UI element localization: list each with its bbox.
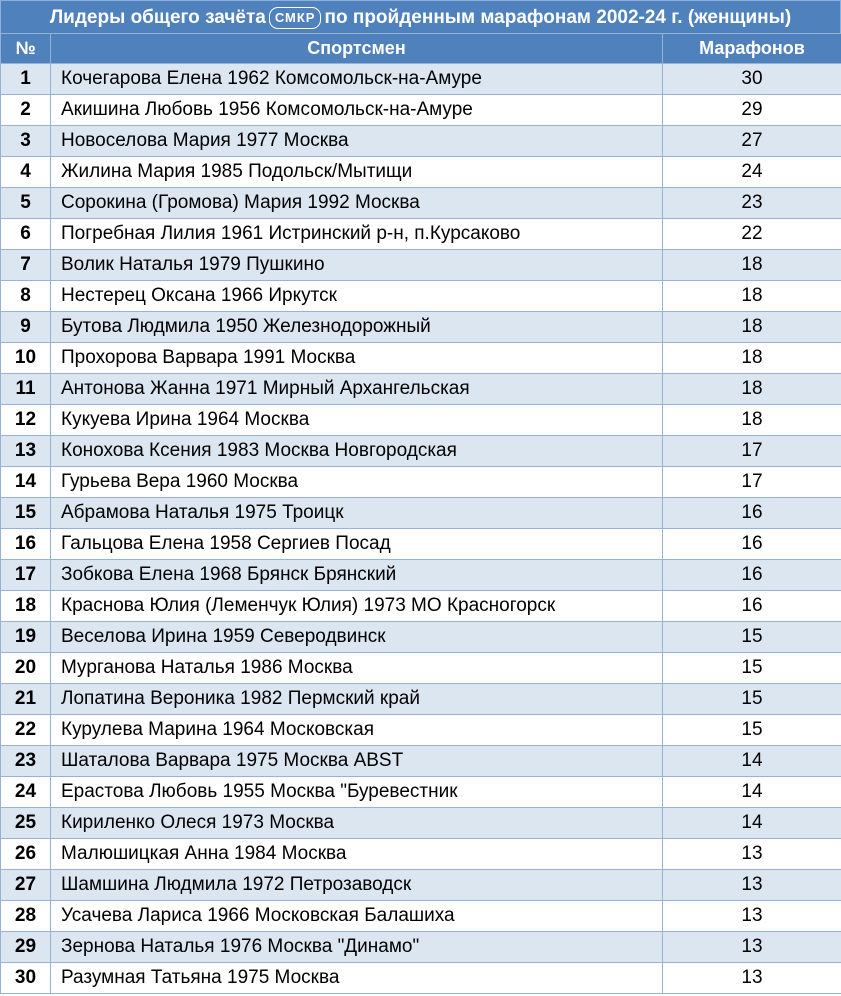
table-row [1,684,841,715]
table-row [1,281,841,312]
header-athlete: Спортсмен [51,34,663,64]
row-athlete: Конохова Ксения 1983 Москва Новгородская [51,436,663,467]
row-rank: 15 [1,498,51,529]
table-row [1,932,841,963]
row-rank: 16 [1,529,51,560]
table-row [1,963,841,994]
table-row [1,808,841,839]
row-marathons: 13 [663,839,841,870]
row-marathons: 14 [663,746,841,777]
row-athlete: Нестерец Оксана 1966 Иркутск [51,281,663,312]
table-row [1,436,841,467]
table-row [1,95,841,126]
row-athlete: Сорокина (Громова) Мария 1992 Москва [51,188,663,219]
row-athlete: Кукуева Ирина 1964 Москва [51,405,663,436]
row-marathons: 16 [663,498,841,529]
row-athlete: Кириленко Олеся 1973 Москва [51,808,663,839]
row-rank: 5 [1,188,51,219]
row-rank: 23 [1,746,51,777]
row-athlete: Антонова Жанна 1971 Мирный Архангельская [51,374,663,405]
row-marathons: 16 [663,560,841,591]
row-rank: 13 [1,436,51,467]
leaderboard-table [0,33,841,994]
row-athlete: Шаталова Варвара 1975 Москва ABST [51,746,663,777]
row-rank: 7 [1,250,51,281]
row-marathons: 15 [663,653,841,684]
row-marathons: 22 [663,219,841,250]
row-marathons: 30 [663,64,841,95]
row-marathons: 13 [663,901,841,932]
row-marathons: 15 [663,715,841,746]
row-rank: 25 [1,808,51,839]
table-row [1,777,841,808]
row-athlete: Лопатина Вероника 1982 Пермский край [51,684,663,715]
row-rank: 22 [1,715,51,746]
row-athlete: Усачева Лариса 1966 Московская Балашиха [51,901,663,932]
table-body [1,64,841,994]
row-marathons: 17 [663,467,841,498]
header-row [1,34,841,64]
row-athlete: Абрамова Наталья 1975 Троицк [51,498,663,529]
table-row [1,591,841,622]
title-suffix: по пройденным марафонам 2002-24 г. (женщины) [324,6,792,28]
table-row [1,901,841,932]
row-marathons: 18 [663,405,841,436]
row-marathons: 23 [663,188,841,219]
row-athlete: Веселова Ирина 1959 Северодвинск [51,622,663,653]
row-athlete: Кочегарова Елена 1962 Комсомольск-на-Амуре [51,64,663,95]
row-rank: 8 [1,281,51,312]
row-rank: 10 [1,343,51,374]
row-athlete: Краснова Юлия (Леменчук Юлия) 1973 МО Красногорск [51,591,663,622]
table-row [1,343,841,374]
row-athlete: Малюшицкая Анна 1984 Москва [51,839,663,870]
row-athlete: Волик Наталья 1979 Пушкино [51,250,663,281]
row-rank: 4 [1,157,51,188]
row-marathons: 18 [663,343,841,374]
table-row [1,467,841,498]
row-athlete: Бутова Людмила 1950 Железнодорожный [51,312,663,343]
row-rank: 17 [1,560,51,591]
table-row [1,560,841,591]
row-marathons: 16 [663,591,841,622]
row-rank: 18 [1,591,51,622]
table-row [1,126,841,157]
row-rank: 27 [1,870,51,901]
row-rank: 1 [1,64,51,95]
row-rank: 2 [1,95,51,126]
table-row [1,312,841,343]
row-athlete: Гальцова Елена 1958 Сергиев Посад [51,529,663,560]
row-athlete: Разумная Татьяна 1975 Москва [51,963,663,994]
row-athlete: Жилина Мария 1985 Подольск/Мытищи [51,157,663,188]
row-rank: 14 [1,467,51,498]
row-athlete: Новоселова Мария 1977 Москва [51,126,663,157]
row-marathons: 13 [663,870,841,901]
table-row [1,839,841,870]
row-athlete: Акишина Любовь 1956 Комсомольск-на-Амуре [51,95,663,126]
title-prefix: Лидеры общего зачёта [49,6,266,28]
row-marathons: 13 [663,932,841,963]
row-rank: 3 [1,126,51,157]
row-marathons: 13 [663,963,841,994]
table-row [1,157,841,188]
row-rank: 20 [1,653,51,684]
row-marathons: 29 [663,95,841,126]
table-row [1,622,841,653]
row-marathons: 16 [663,529,841,560]
row-athlete: Погребная Лилия 1961 Истринский р-н, п.Курсаково [51,219,663,250]
row-marathons: 17 [663,436,841,467]
row-marathons: 15 [663,684,841,715]
row-marathons: 14 [663,808,841,839]
table-row [1,498,841,529]
row-athlete: Мурганова Наталья 1986 Москва [51,653,663,684]
table-row [1,529,841,560]
table-row [1,653,841,684]
table-row [1,64,841,95]
header-marathons: Марафонов [663,34,841,64]
row-athlete: Шамшина Людмила 1972 Петрозаводск [51,870,663,901]
row-marathons: 15 [663,622,841,653]
table-row [1,219,841,250]
row-athlete: Курулева Марина 1964 Московская [51,715,663,746]
row-rank: 19 [1,622,51,653]
row-athlete: Ерастова Любовь 1955 Москва "Буревестник [51,777,663,808]
row-athlete: Гурьева Вера 1960 Москва [51,467,663,498]
row-marathons: 24 [663,157,841,188]
row-rank: 11 [1,374,51,405]
row-rank: 9 [1,312,51,343]
table-row [1,188,841,219]
row-rank: 30 [1,963,51,994]
table-row [1,374,841,405]
table-row [1,715,841,746]
header-num: № [1,34,51,64]
row-rank: 29 [1,932,51,963]
row-marathons: 14 [663,777,841,808]
row-rank: 12 [1,405,51,436]
smkr-logo: СМКР [269,7,322,29]
row-marathons: 18 [663,374,841,405]
table-row [1,746,841,777]
table-row [1,405,841,436]
row-rank: 26 [1,839,51,870]
table-row [1,870,841,901]
row-marathons: 18 [663,312,841,343]
row-athlete: Прохорова Варвара 1991 Москва [51,343,663,374]
row-rank: 24 [1,777,51,808]
row-athlete: Зернова Наталья 1976 Москва "Динамо" [51,932,663,963]
row-marathons: 27 [663,126,841,157]
row-marathons: 18 [663,281,841,312]
row-rank: 6 [1,219,51,250]
table-title [0,0,841,35]
row-marathons: 18 [663,250,841,281]
row-rank: 21 [1,684,51,715]
table-row [1,250,841,281]
row-rank: 28 [1,901,51,932]
row-athlete: Зобкова Елена 1968 Брянск Брянский [51,560,663,591]
